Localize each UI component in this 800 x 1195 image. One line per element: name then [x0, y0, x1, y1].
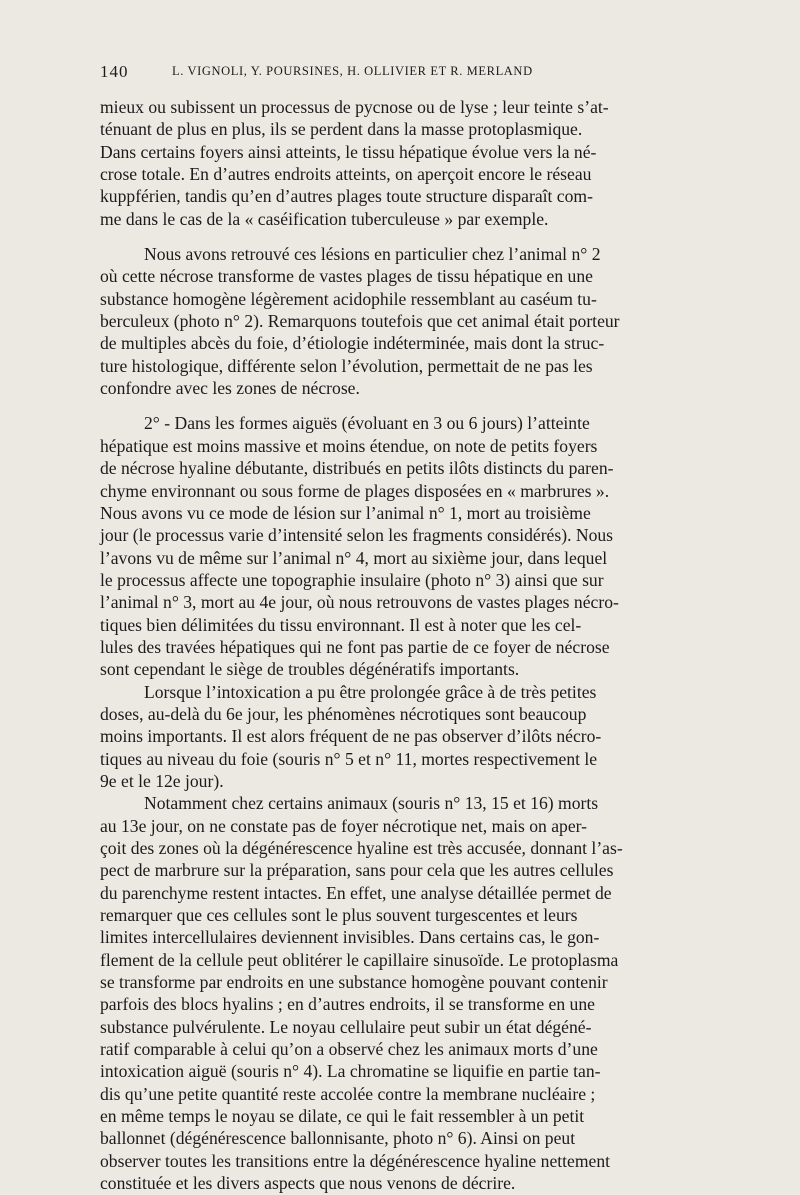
text-line: intoxication aiguë (souris n° 4). La chromatine se liquifie en partie tan-: [100, 1061, 601, 1082]
text-line: ture histologique, différente selon l’évolution, permettait de ne pas les: [100, 355, 593, 376]
text-line: chyme environnant ou sous forme de plages disposées en « marbrures ».: [100, 480, 610, 501]
paragraph: [100, 412, 700, 680]
text-line: doses, au-delà du 6e jour, les phénomènes nécrotiques sont beaucoup: [100, 703, 587, 724]
text-line: 9e et le 12e jour).: [100, 770, 224, 791]
text-line: flement de la cellule peut oblitérer le capillaire sinusoïde. Le protoplasma: [100, 949, 619, 970]
text-line: çoit des zones où la dégénérescence hyaline est très accusée, donnant l’as-: [100, 838, 623, 858]
text-line: au 13e jour, on ne constate pas de foyer nécrotique net, mais on aper-: [100, 815, 587, 836]
text-line: ballonnet (dégénérescence ballonnisante, photo n° 6). Ainsi on peut: [100, 1128, 576, 1149]
text-line: Notamment chez certains animaux (souris n° 13, 15 et 16) morts: [144, 793, 599, 814]
text-line: Dans certains foyers ainsi atteints, le tissu hépatique évolue vers la né-: [100, 141, 597, 162]
page-header: [100, 62, 700, 82]
text-line: mieux ou subissent un processus de pycnose ou de lyse ; leur teinte s’at-: [100, 97, 609, 117]
text-line: dis qu’une petite quantité reste accolée contre la membrane nucléaire ;: [100, 1083, 596, 1104]
text-line: observer toutes les transitions entre la dégénérescence hyaline nettement: [100, 1150, 611, 1171]
text-line: kuppférien, tandis qu’en d’autres plages toute structure disparaît com-: [100, 186, 593, 207]
running-head: L. VIGNOLI, Y. POURSINES, H. OLLIVIER ET R. MERLAND: [172, 64, 533, 78]
text-line: Lorsque l’intoxication a pu être prolongée grâce à de très petites: [144, 681, 597, 702]
text-line: Nous avons vu ce mode de lésion sur l’animal n° 1, mort au troisième: [100, 502, 591, 523]
text-line: me dans le cas de la « caséification tuberculeuse » par exemple.: [100, 208, 549, 229]
text-line: pect de marbrure sur la préparation, sans pour cela que les autres cellules: [100, 860, 614, 881]
text-line: en même temps le noyau se dilate, ce qui le fait ressembler à un petit: [100, 1106, 585, 1127]
text-line: se transforme par endroits en une substance homogène pouvant contenir: [100, 972, 608, 993]
paragraph: [100, 96, 700, 230]
text-line: moins importants. Il est alors fréquent de ne pas observer d’ilôts nécro-: [100, 726, 602, 747]
text-line: où cette nécrose transforme de vastes plages de tissu hépatique en une: [100, 266, 593, 287]
text-line: lules des travées hépatiques qui ne font pas partie de ce foyer de nécrose: [100, 636, 610, 657]
text-line: ténuant de plus en plus, ils se perdent dans la masse protoplasmique.: [100, 119, 583, 140]
text-line: tiques bien délimitées du tissu environnant. Il est à noter que les cel-: [100, 614, 582, 635]
text-line: berculeux (photo n° 2). Remarquons toutefois que cet animal était porteur: [100, 311, 620, 332]
page-number: 140: [100, 62, 129, 81]
paragraph: [100, 792, 700, 1194]
text-line: ratif comparable à celui qu’on a observé chez les animaux morts d’une: [100, 1039, 598, 1060]
text-line: l’avons vu de même sur l’animal n° 4, mort au sixième jour, dans lequel: [100, 547, 608, 568]
text-line: confondre avec les zones de nécrose.: [100, 378, 360, 399]
text-line: constituée et les divers aspects que nous venons de décrire.: [100, 1173, 516, 1194]
text-line: jour (le processus varie d’intensité selon les fragments considérés). Nous: [100, 525, 614, 546]
text-line: l’animal n° 3, mort au 4e jour, où nous retrouvons de vastes plages nécro-: [100, 592, 619, 613]
text-line: hépatique est moins massive et moins étendue, on note de petits foyers: [100, 435, 598, 456]
text-line: du parenchyme restent intactes. En effet, une analyse détaillée permet de: [100, 882, 612, 903]
paragraph: [100, 681, 700, 793]
body-text: [100, 96, 700, 1195]
text-line: parfois des blocs hyalins ; en d’autres endroits, il se transforme en une: [100, 994, 595, 1015]
text-line: substance pulvérulente. Le noyau cellulaire peut subir un état dégéné-: [100, 1016, 592, 1037]
text-line: de nécrose hyaline débutante, distribués en petits ilôts distincts du paren-: [100, 458, 614, 479]
text-line: crose totale. En d’autres endroits atteints, on aperçoit encore le réseau: [100, 164, 592, 185]
text-line: Nous avons retrouvé ces lésions en particulier chez l’animal n° 2: [144, 244, 601, 265]
text-line: remarquer que ces cellules sont le plus souvent turgescentes et leurs: [100, 905, 578, 926]
text-line: 2° - Dans les formes aiguës (évoluant en 3 ou 6 jours) l’atteinte: [144, 413, 590, 434]
text-line: le processus affecte une topographie insulaire (photo n° 3) ainsi que sur: [100, 569, 604, 590]
text-line: substance homogène légèrement acidophile ressemblant au caséum tu-: [100, 288, 597, 309]
paragraph: [100, 243, 700, 399]
text-line: de multiples abcès du foie, d’étiologie indéterminée, mais dont la struc-: [100, 333, 605, 354]
text-line: sont cependant le siège de troubles dégénératifs importants.: [100, 659, 520, 680]
text-line: limites intercellulaires deviennent invisibles. Dans certains cas, le gon-: [100, 927, 600, 948]
text-line: tiques au niveau du foie (souris n° 5 et n° 11, mortes respectivement le: [100, 748, 598, 769]
